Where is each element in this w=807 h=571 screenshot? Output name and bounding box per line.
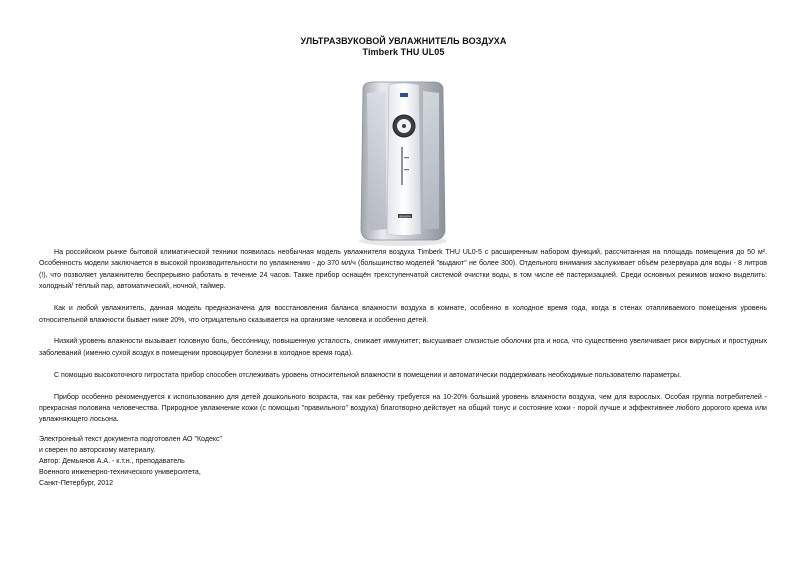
dial-center-icon xyxy=(402,124,406,128)
badge-text: ВЕНЕРА xyxy=(399,214,411,219)
paragraph-2: Как и любой увлажнитель, данная модель предназначена для восстановления баланса влажности воздуха в комнате, особенно в холодное время года, когда в стенах отапливаемого помещения уровень относительной влажности бывает ниже 20%, что отрицательно сказывается на организме человека и особенно детей. xyxy=(39,305,767,324)
front-panel xyxy=(387,83,421,236)
indicator-mark xyxy=(404,169,409,170)
title-line-2: Timberk THU UL05 xyxy=(362,47,445,57)
water-tank-left xyxy=(367,91,387,231)
paragraph-4: С помощью высокоточного гигростата прибор способен отслеживать уровень относительной влажности в помещении и автоматически поддерживать необходимые пользователю параметры. xyxy=(54,371,682,379)
indicator-strip xyxy=(401,147,403,185)
credit-line: Военного инженерно-технического университета, xyxy=(39,469,201,476)
credit-line: Автор: Демьянов А.А. - к.т.н., преподаватель xyxy=(39,458,185,465)
document-title xyxy=(0,36,807,58)
title-line-1: УЛЬТРАЗВУКОВОЙ УВЛАЖНИТЕЛЬ ВОЗДУХА xyxy=(300,36,507,46)
credit-line: и сверен по авторскому материалу. xyxy=(39,447,156,454)
humidifier-image xyxy=(349,79,456,247)
paragraph-3: Низкий уровень влажности вызывает головную боль, бессонницу, повышенную усталость, снижает иммунитет; высушивает слизистые оболочки рта и носа, что существенно увеличивает риск вирусных и простудных заболеваний (именно сухой воздух в помещении провоцирует болезни в холодное время года). xyxy=(39,338,767,357)
credit-line: Санкт-Петербург, 2012 xyxy=(39,480,113,487)
article-body xyxy=(39,247,767,436)
indicator-mark xyxy=(404,157,409,158)
paragraph-5: Прибор особенно рекомендуется к использованию для детей дошкольного возраста, так как ребёнку требуется на 10-20% больший уровень влажности воздуха, чем для взрослых. Особая группа потребителей - прекрасная половина человечества. Природное увлажнение кожи (с помощью "правильного" воздуха) благотворно действует на общий тонус и состояние кожи - порой лучше и эффективнее любого дорогого крема или увлажняющего лосьона. xyxy=(39,393,767,424)
water-tank-right xyxy=(423,91,439,229)
credits-block xyxy=(39,434,222,489)
paragraph-1: На российском рынке бытовой климатической техники появилась необычная модель увлажнителя воздуха Timberk THU UL0-5 с расширенным набором функций, рассчитанная на площадь помещения до 50 м². Особенность модели заключается в высокой производительности по увлажнению - до 370 мл/ч (большинство моделей "выдают" не более 300). Отдельного внимания заслуживает объём резервуара для воды - 8 литров (!), что позволяет увлажнителю беспрерывно работать в течение 24 часов. Также прибор оснащён трехступенчатой системой очистки воды, в том числе её пастеризацией. Среди основных режимов можно выделить: холодный/ тёплый пар, автоматический, ночной, таймер. xyxy=(39,249,767,291)
credit-line: Электронный текст документа подготовлен АО "Кодекс" xyxy=(39,436,223,443)
brand-logo-icon xyxy=(400,93,408,97)
